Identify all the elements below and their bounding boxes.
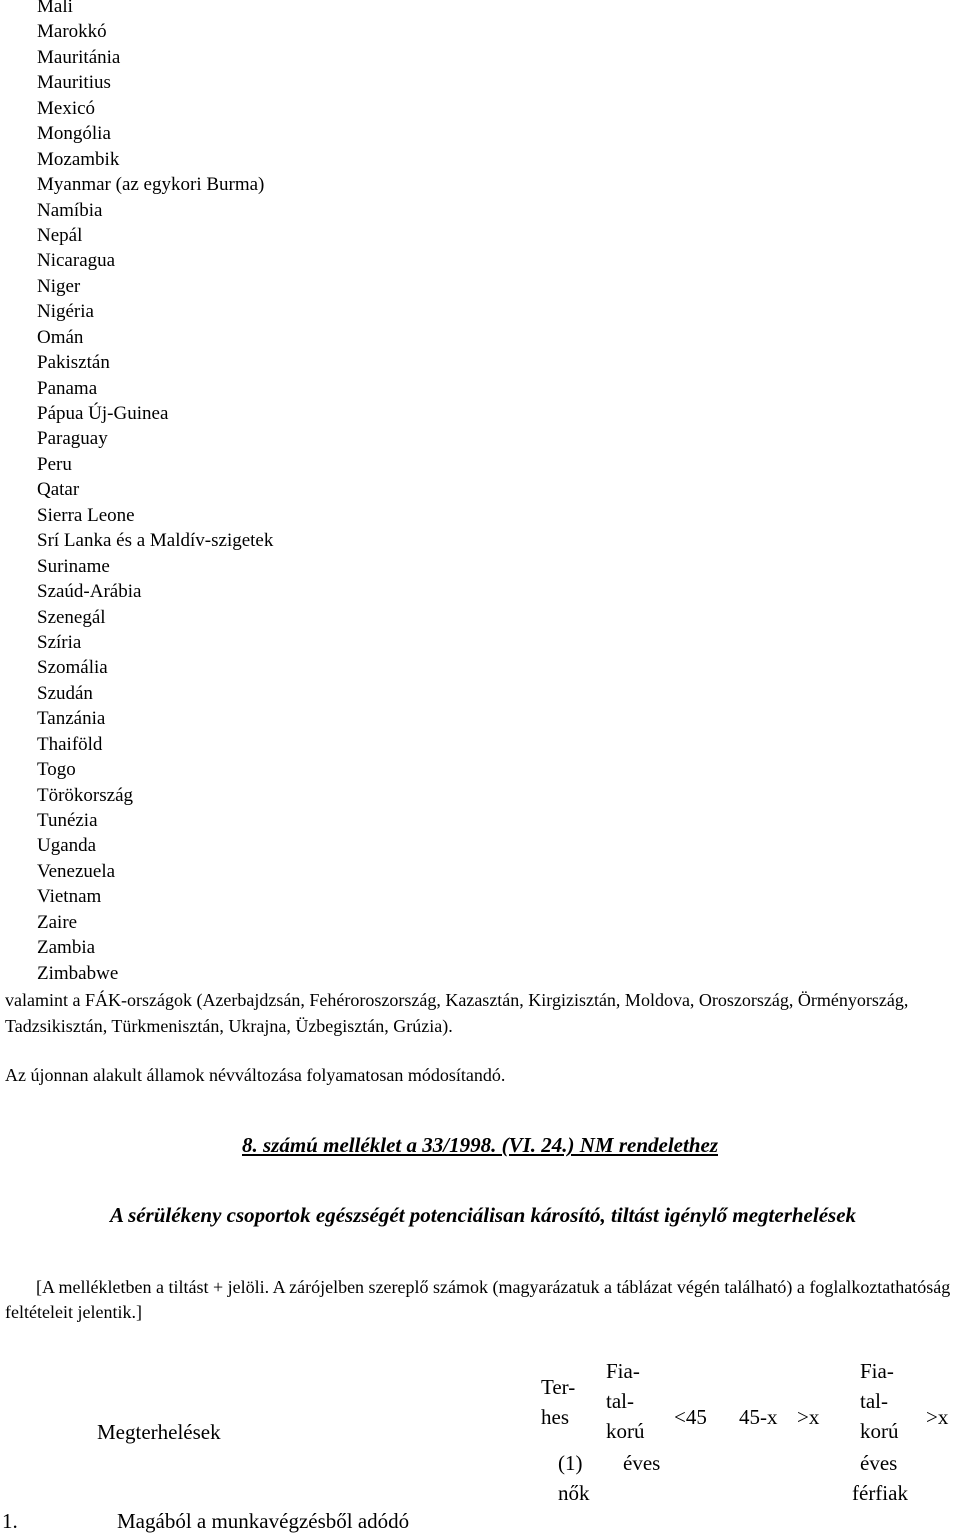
country-item: Mexicó bbox=[37, 97, 96, 119]
legend-paragraph: [A mellékletben a tiltást + jelöli. A zárójelben szereplő számok (magyarázatuk a táblázat végén található) a foglalkoztathatóság feltételeit jelentik.] bbox=[5, 1277, 951, 1322]
country-item: Zimbabwe bbox=[37, 962, 119, 984]
header-loads: Megterhelések bbox=[97, 1420, 221, 1444]
country-item: Szomália bbox=[37, 657, 108, 679]
country-item: Vietnam bbox=[37, 886, 102, 908]
header-gtx-men: >x bbox=[926, 1405, 949, 1429]
name-change-note: Az újonnan alakult államok névváltozása folyamatosan módosítandó. bbox=[5, 1065, 506, 1085]
header-juvenile-men-line1: Fia- bbox=[860, 1359, 894, 1383]
country-item: Panama bbox=[37, 377, 98, 399]
country-item: Zambia bbox=[37, 937, 96, 959]
annex-title-text: 8. számú melléklet a 33/1998. (VI. 24.) NM rendelethez bbox=[242, 1133, 718, 1157]
header-juvenile-men-line2: tal- bbox=[860, 1389, 888, 1413]
country-item: Tanzánia bbox=[37, 708, 106, 730]
country-item: Suriname bbox=[37, 555, 110, 577]
country-item: Szaúd-Arábia bbox=[37, 581, 142, 603]
country-item: Nicaragua bbox=[37, 250, 116, 272]
country-item: Szenegál bbox=[37, 606, 106, 628]
header-juvenile-women-line1: Fia- bbox=[606, 1359, 640, 1383]
country-item: Paraguay bbox=[37, 428, 108, 450]
header-gtx: >x bbox=[797, 1405, 820, 1429]
annex-title bbox=[0, 1133, 960, 1158]
country-item: Nepál bbox=[37, 224, 83, 246]
country-item: Marokkó bbox=[37, 21, 107, 43]
annex-subtitle: A sérülékeny csoportok egészségét potenciálisan károsító, tiltást igénylő megterhelések bbox=[109, 1203, 857, 1227]
row-number: 1. bbox=[2, 1509, 18, 1533]
country-item: Nigéria bbox=[37, 301, 94, 323]
country-item: Namíbia bbox=[37, 199, 103, 221]
header-juvenile-women-line3: korú bbox=[606, 1419, 645, 1443]
country-item: Mongólia bbox=[37, 123, 111, 145]
country-item: Venezuela bbox=[37, 860, 116, 882]
country-list bbox=[37, 0, 273, 986]
country-item: Peru bbox=[37, 453, 72, 475]
header-pregnant-line2: hes bbox=[541, 1405, 569, 1429]
country-item: Mozambik bbox=[37, 148, 120, 170]
country-item: Thaiföld bbox=[37, 733, 103, 755]
country-item: Szíria bbox=[37, 631, 82, 653]
header-juvenile-men-line4: éves bbox=[860, 1451, 898, 1475]
country-item: Uganda bbox=[37, 835, 97, 857]
country-item: Mauritánia bbox=[37, 46, 121, 68]
header-pregnant-line4: nők bbox=[558, 1481, 590, 1505]
country-item: Togo bbox=[37, 759, 76, 781]
country-item: Qatar bbox=[37, 479, 80, 501]
country-item: Törökország bbox=[37, 784, 134, 806]
country-item: Pakisztán bbox=[37, 352, 110, 374]
country-item: Mali bbox=[37, 0, 73, 17]
fak-countries-paragraph: valamint a FÁK-országok (Azerbajdzsán, Fehéroroszország, Kazasztán, Kirgizisztán, Moldova, Oroszország, Örményország, Tadzsikisztán, Türkmenisztán, Ukrajna, Üzbegisztán, Grúzia). bbox=[5, 990, 909, 1036]
country-item: Srí Lanka és a Maldív-szigetek bbox=[37, 530, 274, 552]
country-item: Tunézia bbox=[37, 810, 98, 831]
header-lt45: <45 bbox=[674, 1405, 707, 1429]
country-item: Omán bbox=[37, 326, 84, 348]
header-juvenile-women-line2: tal- bbox=[606, 1389, 634, 1413]
header-juvenile-men-line3: korú bbox=[860, 1419, 899, 1443]
country-item: Pápua Új-Guinea bbox=[37, 403, 169, 424]
country-item: Szudán bbox=[37, 682, 93, 704]
header-pregnant-line1: Ter- bbox=[541, 1375, 576, 1399]
header-pregnant-line3: (1) bbox=[558, 1451, 583, 1475]
header-juvenile-men-line5: férfiak bbox=[852, 1481, 908, 1505]
country-item: Mauritius bbox=[37, 72, 111, 94]
country-item: Niger bbox=[37, 275, 81, 297]
row-label: Magából a munkavégzésből adódó bbox=[117, 1509, 410, 1533]
header-45x: 45-x bbox=[739, 1405, 778, 1429]
country-item: Myanmar (az egykori Burma) bbox=[37, 174, 265, 196]
country-item: Zaire bbox=[37, 911, 78, 933]
country-item: Sierra Leone bbox=[37, 504, 135, 526]
header-juvenile-women-line4: éves bbox=[623, 1451, 661, 1475]
